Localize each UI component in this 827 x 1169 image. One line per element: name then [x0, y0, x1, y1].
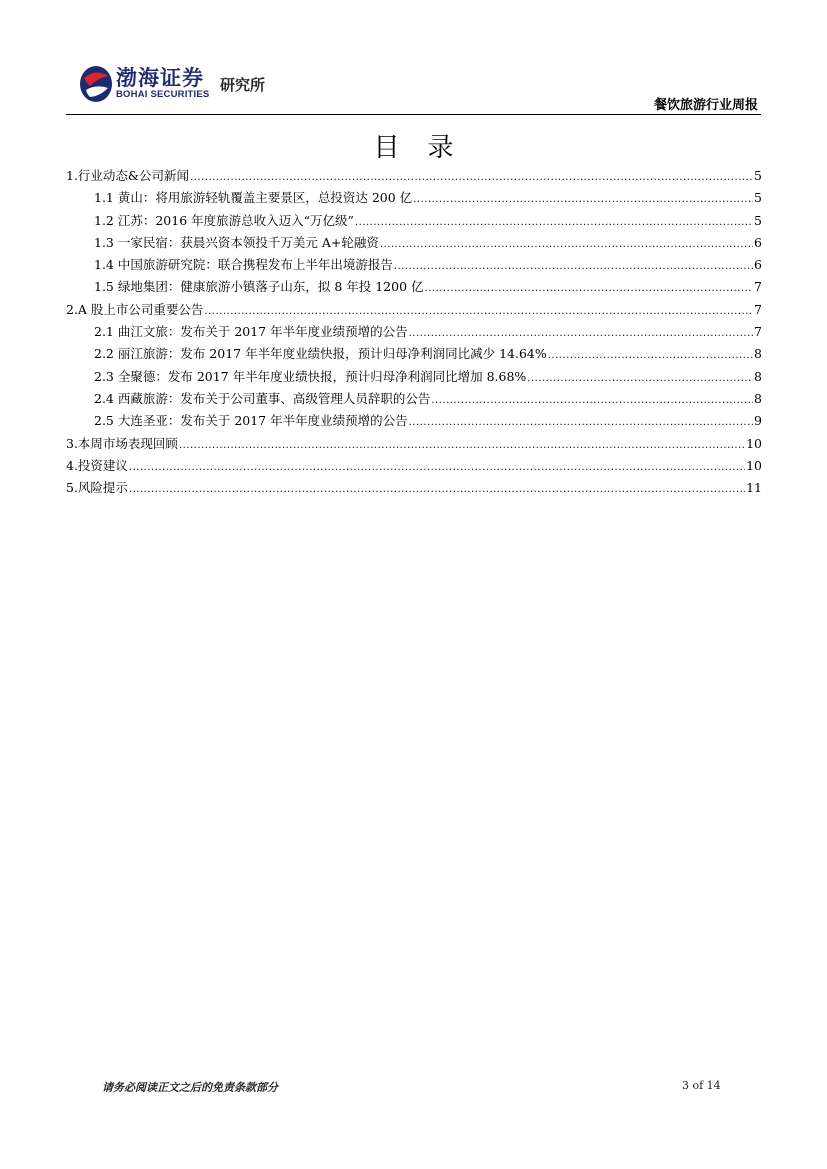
toc-entry-page: 5 — [754, 212, 762, 228]
toc-leader-dots — [394, 257, 753, 272]
toc-title: 目录 — [373, 133, 482, 163]
toc-leader-dots — [431, 391, 753, 406]
toc-entry[interactable] — [66, 188, 762, 210]
toc-leader-dots — [129, 458, 745, 473]
toc-leader-dots — [413, 190, 753, 205]
toc-leader-dots — [409, 413, 753, 428]
toc-entry-page: 8 — [754, 346, 762, 362]
toc-entry-text: 1.1 黄山：将用旅游轻轨覆盖主要景区，总投资达 200 亿 — [94, 190, 413, 206]
toc-entry-text: 5.风险提示 — [66, 480, 128, 496]
toc-entry-text: 1.3 一家民宿：获晨兴资本领投千万美元 A+轮融资 — [94, 234, 379, 250]
toc-entry-page: 11 — [746, 480, 762, 496]
toc-entry[interactable] — [66, 255, 762, 277]
table-of-contents — [66, 166, 762, 500]
toc-entry[interactable] — [66, 389, 762, 411]
page-number: 3 of 14 — [682, 1079, 721, 1092]
toc-entry-text: 4.投资建议 — [66, 457, 128, 473]
toc-entry-text: 2.5 大连圣亚：发布关于 2017 年半年度业绩预增的公告 — [94, 413, 408, 429]
toc-entry-page: 8 — [754, 390, 762, 406]
toc-entry-text: 2.3 全聚德：发布 2017 年半年度业绩快报，预计归母净利润同比增加 8.68% — [94, 368, 527, 384]
bohai-logo-icon — [78, 64, 114, 104]
toc-entry-text: 2.A 股上市公司重要公告 — [66, 301, 204, 317]
toc-entry-text: 1.2 江苏：2016 年度旅游总收入迈入“万亿级” — [94, 212, 354, 228]
toc-entry[interactable] — [66, 300, 762, 322]
toc-entry-text: 3.本周市场表现回顾 — [66, 435, 178, 451]
toc-entry[interactable] — [66, 166, 762, 188]
toc-entry[interactable] — [66, 478, 762, 500]
toc-entry-page: 7 — [754, 301, 762, 317]
toc-entry-page: 8 — [754, 368, 762, 384]
toc-entry[interactable] — [66, 233, 762, 255]
toc-entry-page: 6 — [754, 234, 762, 250]
toc-entry-page: 10 — [746, 457, 762, 473]
research-division-label: 研究所 — [220, 76, 266, 94]
toc-entry[interactable] — [66, 322, 762, 344]
toc-entry-text: 1.行业动态&公司新闻 — [66, 168, 190, 183]
logo-english-name: BOHAI SECURITIES — [116, 89, 210, 100]
toc-leader-dots — [355, 213, 753, 228]
toc-entry-page: 7 — [754, 279, 762, 295]
toc-entry[interactable] — [66, 367, 762, 389]
toc-entry-page: 9 — [754, 413, 762, 429]
toc-entry[interactable] — [66, 434, 762, 456]
toc-leader-dots — [129, 480, 745, 495]
toc-entry-page: 5 — [754, 168, 762, 183]
toc-entry[interactable] — [66, 277, 762, 299]
toc-leader-dots — [548, 346, 753, 361]
toc-entry[interactable] — [66, 411, 762, 433]
toc-entry-text: 1.5 绿地集团：健康旅游小镇落子山东，拟 8 年投 1200 亿 — [94, 279, 424, 295]
logo-chinese-name: 渤海证券 — [116, 66, 204, 90]
toc-entry[interactable] — [66, 344, 762, 366]
toc-entry-page: 6 — [754, 257, 762, 273]
toc-entry[interactable] — [66, 456, 762, 478]
toc-leader-dots — [179, 436, 745, 451]
toc-leader-dots — [380, 235, 753, 250]
disclaimer-note: 请务必阅读正文之后的免责条款部分 — [102, 1081, 278, 1094]
toc-leader-dots — [190, 168, 753, 183]
toc-entry-text: 2.4 西藏旅游：发布关于公司董事、高级管理人员辞职的公告 — [94, 390, 431, 406]
report-type-label: 餐饮旅游行业周报 — [653, 98, 758, 113]
header-divider — [66, 114, 761, 115]
page-header — [0, 0, 827, 120]
toc-leader-dots — [425, 279, 754, 294]
toc-leader-dots — [527, 369, 753, 384]
toc-entry-page: 10 — [746, 435, 762, 451]
toc-leader-dots — [409, 324, 753, 339]
toc-entry-text: 1.4 中国旅游研究院：联合携程发布上半年出境游报告 — [94, 257, 393, 273]
toc-entry-text: 2.1 曲江文旅：发布关于 2017 年半年度业绩预增的公告 — [94, 324, 408, 340]
toc-entry-page: 5 — [754, 190, 762, 206]
toc-entry-page: 7 — [754, 324, 762, 340]
toc-entry-text: 2.2 丽江旅游：发布 2017 年半年度业绩快报，预计归母净利润同比减少 14.64% — [94, 346, 547, 362]
toc-entry[interactable] — [66, 211, 762, 233]
toc-leader-dots — [204, 302, 753, 317]
